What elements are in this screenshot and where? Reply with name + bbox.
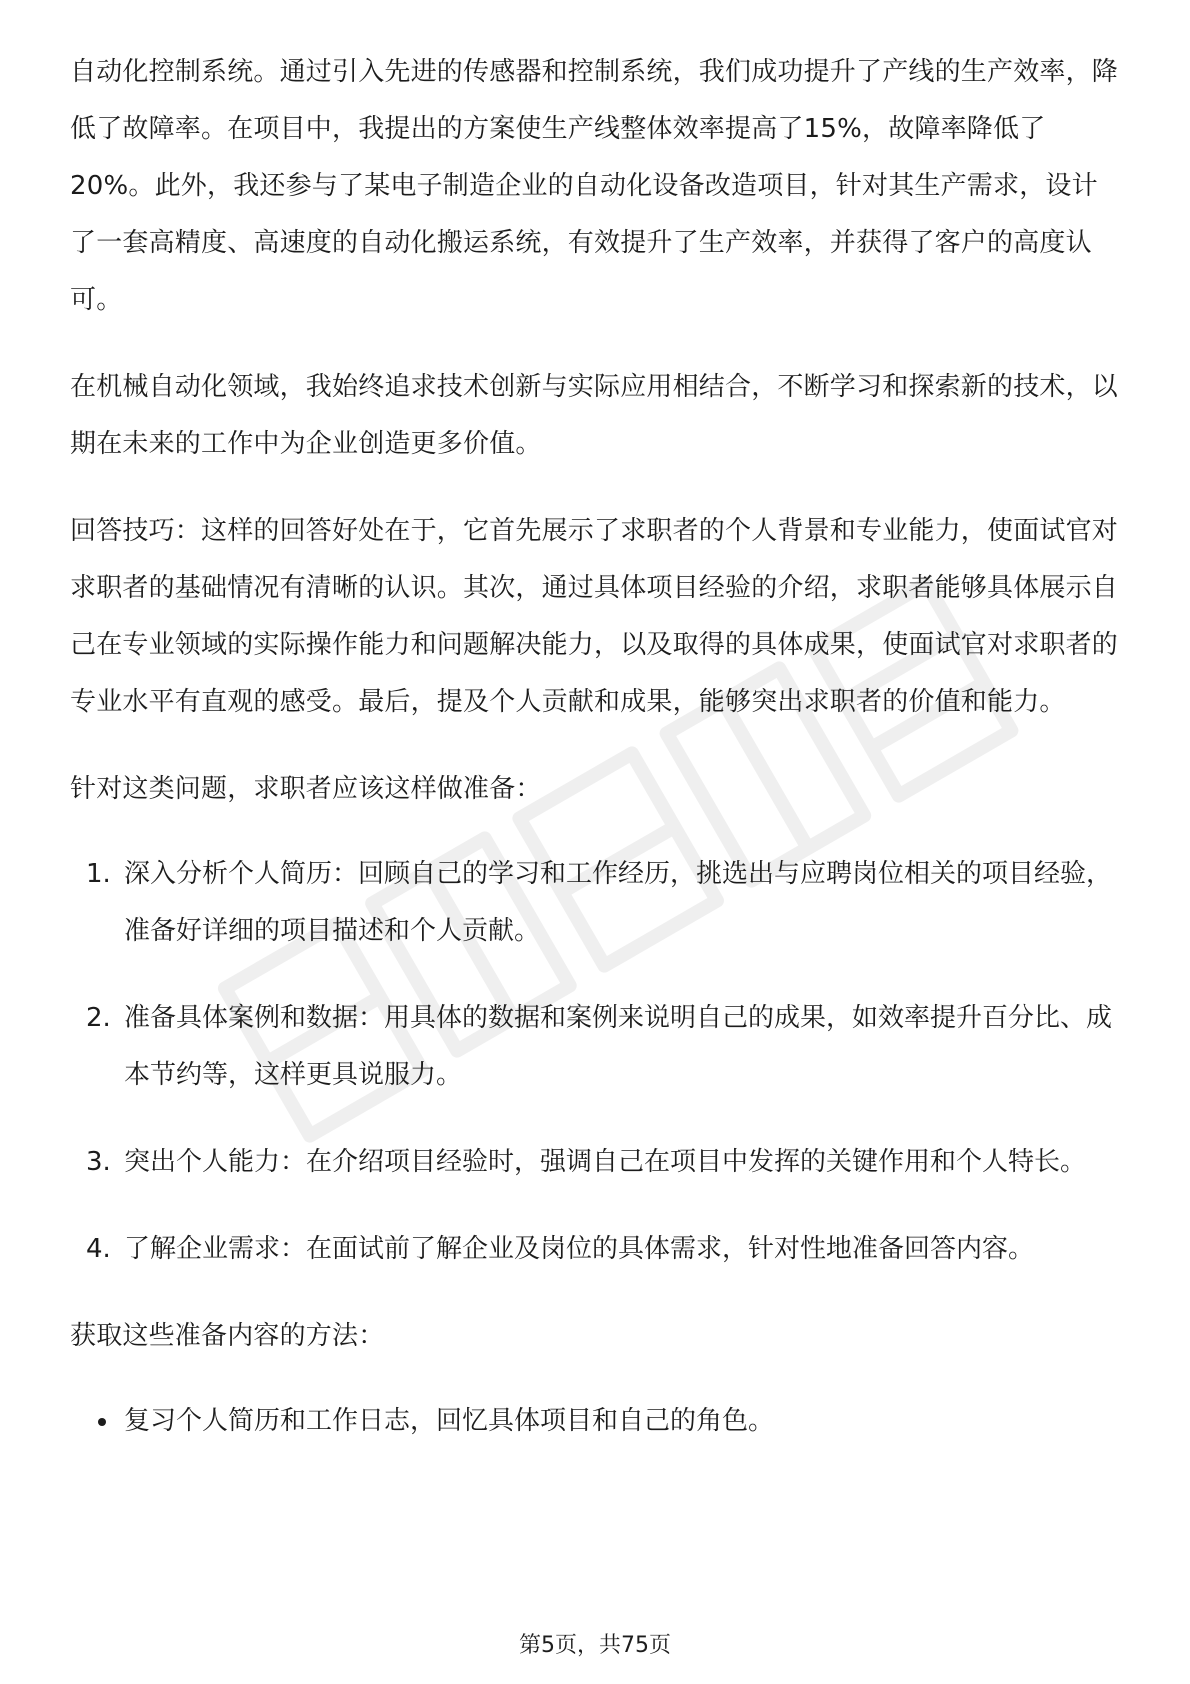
paragraph-preparation-intro: 针对这类问题，求职者应该这样做准备： xyxy=(70,774,542,804)
list-item xyxy=(70,1221,1120,1278)
list-number: 2. xyxy=(86,1003,111,1033)
page-footer: 第5页，共75页 xyxy=(519,1633,671,1658)
list-number: 3. xyxy=(86,1147,111,1177)
list-item-text: 准备具体案例和数据：用具体的数据和案例来说明自己的成果，如效率提升百分比、成本节约等，这样更具说服力。 xyxy=(124,1003,1113,1090)
list-item-text: 突出个人能力：在介绍项目经验时，强调自己在项目中发挥的关键作用和个人特长。 xyxy=(124,1147,1087,1177)
list-item-text: 复习个人简历和工作日志，回忆具体项目和自己的角色。 xyxy=(124,1406,775,1436)
paragraph-project-summary: 自动化控制系统。通过引入先进的传感器和控制系统，我们成功提升了产线的生产效率，降低了故障率。在项目中，我提出的方案使生产线整体效率提高了15%，故障率降低了20%。此外，我还参与了某电子制造企业的自动化设备改造项目，针对其生产需求，设计了一套高精度、高速度的自动化搬运系统，有效提升了生产效率，并获得了客户的高度认可。 xyxy=(70,57,1119,315)
list-number: 1. xyxy=(86,859,111,889)
list-item xyxy=(70,1134,1120,1191)
list-item-text: 深入分析个人简历：回顾自己的学习和工作经历，挑选出与应聘岗位相关的项目经验，准备好详细的项目描述和个人贡献。 xyxy=(124,859,1113,946)
list-item-text: 了解企业需求：在面试前了解企业及岗位的具体需求，针对性地准备回答内容。 xyxy=(124,1234,1035,1264)
bullet-icon xyxy=(98,1418,106,1426)
list-item xyxy=(70,846,1120,960)
list-number: 4. xyxy=(86,1234,111,1264)
paragraph-innovation: 在机械自动化领域，我始终追求技术创新与实际应用相结合，不断学习和探索新的技术，以期在未来的工作中为企业创造更多价值。 xyxy=(70,372,1119,459)
paragraph-methods-intro: 获取这些准备内容的方法： xyxy=(70,1321,385,1351)
page-content xyxy=(70,44,1120,1450)
list-item xyxy=(70,1393,1120,1450)
list-item xyxy=(70,990,1120,1104)
paragraph-answer-tips: 回答技巧：这样的回答好处在于，它首先展示了求职者的个人背景和专业能力，使面试官对求职者的基础情况有清晰的认识。其次，通过具体项目经验的介绍，求职者能够具体展示自己在专业领域的实际操作能力和问题解决能力，以及取得的具体成果，使面试官对求职者的专业水平有直观的感受。最后，提及个人贡献和成果，能够突出求职者的价值和能力。 xyxy=(70,516,1119,717)
preparation-numbered-list xyxy=(70,846,1120,1278)
methods-bullet-list xyxy=(70,1393,1120,1450)
